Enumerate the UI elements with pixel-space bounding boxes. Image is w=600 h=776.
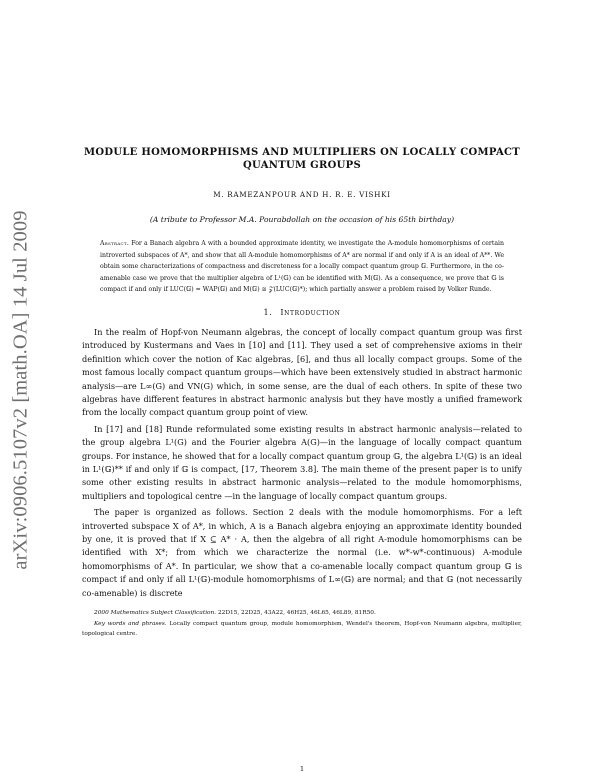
section-title: Introduction bbox=[280, 307, 341, 317]
authors: M. RAMEZANPOUR AND H. R. E. VISHKI bbox=[213, 190, 391, 199]
arxiv-sidebar bbox=[6, 180, 36, 600]
page-number: 1 bbox=[299, 765, 305, 773]
paper-title bbox=[82, 146, 522, 172]
arxiv-identifier: arXiv:0906.5107v2 [math.OA] 14 Jul 2009 bbox=[9, 210, 32, 570]
footnote-classification bbox=[82, 609, 522, 619]
section-heading bbox=[82, 308, 522, 317]
paper-page bbox=[82, 146, 522, 773]
paragraph-1: In the realm of Hopf-von Neumann algebras, the concept of locally compact quantum group was first introduced by Kustermans and Vaes in [10] and [11]. They used a set of comprehensive axioms in their definition which cover the notion of Kac algebras, [6], and thus all locally compact groups. Some of the most famous locally compact quantum groups—which have been extensively studied in abstract harmonic analysis—are L∞(G) and VN(G) which, in some sense, are the dual of each others. In spite of these two algebras have different features in abstract harmonic analysis but they have mostly a unified framework from the locally compact quantum group point of view. bbox=[82, 326, 522, 418]
dedication: (A tribute to Professor M.A. Pourabdollah on the occasion of his 65th birthday) bbox=[149, 215, 455, 224]
abstract-text: For a Banach algebra A with a bounded approximate identity, we investigate the A-module homomorphisms of certain introverted subspaces of A*, and show that all A-module homomorphisms of A* are normal if and only if A is an ideal of A**. We obtain some characterizations of compactness and discreteness for a locally compact quantum group 𝔾. Furthermore, in the co-amenable case we prove that the multiplier algebra of L¹(𝔾) can be identified with M(𝔾). As a consequence, we prove that 𝔾 is compact if and only if LUC(𝔾) = WAP(𝔾) and M(𝔾) ≅ 𝒵(LUC(𝔾)*); which partially answer a problem raised by Volker Runde. bbox=[100, 240, 505, 294]
title-line-1: MODULE HOMOMORPHISMS AND MULTIPLIERS ON LOCALLY COMPACT bbox=[83, 147, 521, 158]
paragraph-2: In [17] and [18] Runde reformulated some existing results in abstract harmonic analysis—related to the group algebra L¹(G) and the Fourier algebra A(G)—in the language of locally compact quantum groups. For instance, he showed that for a locally compact quantum group 𝔾, the algebra L¹(𝔾) is an ideal in L¹(𝔾)** if and only if 𝔾 is compact, [17, Theorem 3.8]. The main theme of the present paper is to unify some other existing results in abstract harmonic analysis—related to the module homomorphisms, multipliers and topological centre —in the language of locally compact quantum groups. bbox=[82, 423, 522, 501]
title-line-2: QUANTUM GROUPS bbox=[243, 160, 361, 171]
section-number: 1. bbox=[263, 307, 273, 317]
paragraph-3: The paper is organized as follows. Section 2 deals with the module homomorphisms. For a left introverted subspace X of A*, in which, A is a Banach algebra enjoying an approximate identity bounded by one, it is proved that if X ⊆ A* · A, then the algebra of all right A-module homomorphisms can be identified with X*; from which we characterize the normal (i.e. w*-w*-continuous) A-module homomorphisms of A*. In particular, we show that a co-amenable locally compact quantum group 𝔾 is compact if and only if all L¹(𝔾)-module homomorphisms of L∞(𝔾) are normal; and that 𝔾 (not necessarily co-amenable) is discrete bbox=[82, 507, 522, 598]
classification-label: 2000 Mathematics Subject Classification. bbox=[94, 610, 217, 617]
keywords-label: Key words and phrases. bbox=[94, 620, 167, 627]
keywords-text: Locally compact quantum group, module homomorphism, Wendel's theorem, Hopf-von Neumann algebra, multiplier, topological centre. bbox=[82, 620, 522, 637]
footnotes bbox=[82, 609, 522, 639]
abstract-label: Abstract. bbox=[100, 240, 130, 247]
abstract bbox=[100, 238, 504, 296]
footnote-keywords bbox=[82, 620, 522, 640]
classification-codes: 22D15, 22D25, 43A22, 46H25, 46L65, 46L89, 81R50. bbox=[217, 610, 376, 617]
